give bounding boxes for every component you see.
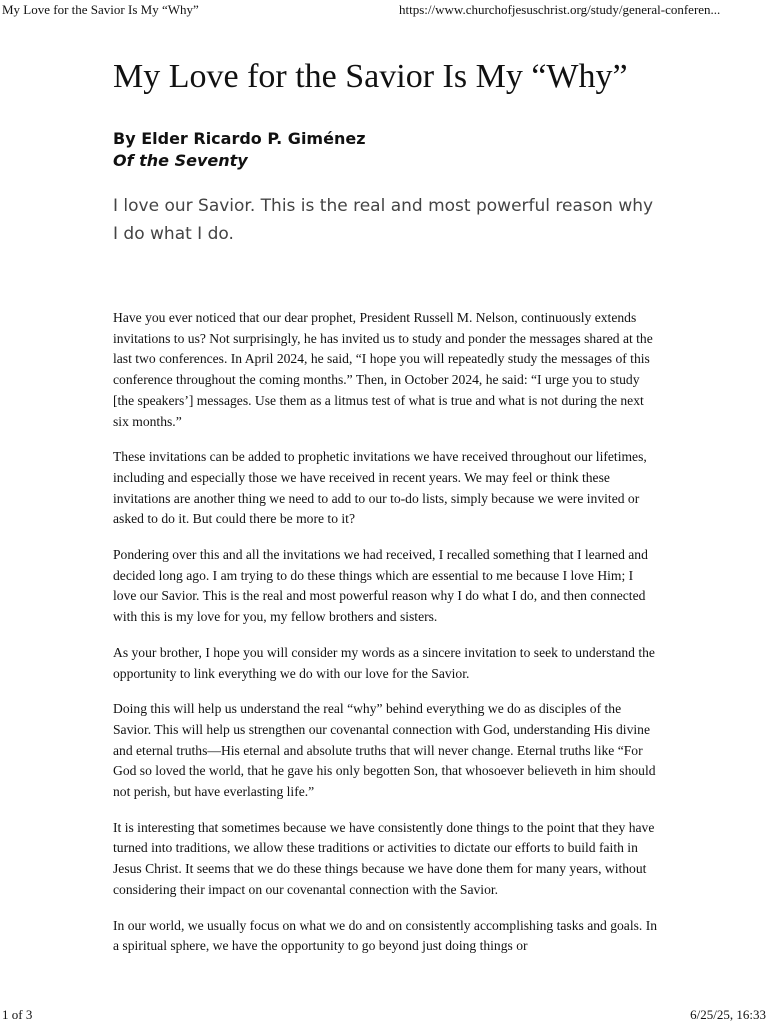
print-footer [0,1006,768,1024]
print-header [0,0,768,20]
page-number: 1 of 3 [2,1007,33,1022]
article [113,56,658,972]
body-paragraph-2: These invitations can be added to prophetic invitations we have received throughout our lifetimes, including and especially those we have received in recent years. We may feel or think these invitations are another thing we need to add to our to-do lists, simply because we were invited or asked to do it. But could there be more to it? [113,449,647,527]
body-paragraph-4: As your brother, I hope you will consider my words as a sincere invitation to seek to understand the opportunity to link everything we do with our love for the Savior. [113,644,655,681]
article-author: By Elder Ricardo P. Giménez [113,129,366,148]
body-paragraph-6: It is interesting that sometimes because we have consistently done things to the point that they have turned into traditions, we allow these traditions or activities to dictate our efforts to build faith in Jesus Christ. It seems that we do these things because we have done them for many years, without considering their impact on our covenantal connection with the Savior. [113,819,655,897]
body-paragraph-5: Doing this will help us understand the real “why” behind everything we do as disciples of the Savior. This will help us strengthen our covenantal connection with God, understanding His divine and eternal truths—His eternal and absolute truths that will never change. Eternal truths like “For God so loved the world, that he gave his only begotten Son, that whosoever believeth in him should not perish, but have everlasting life.” [113,701,656,800]
body-paragraph-1: Have you ever noticed that our dear prophet, President Russell M. Nelson, continuously extends invitations to us? Not surprisingly, he has invited us to study and ponder the messages shared at the last two conferences. In April 2024, he said, “I hope you will repeatedly study the messages of this conference throughout the coming months.” Then, in October 2024, he said: “I urge you to study [the speakers’] messages. Use them as a litmus test of what is true and what is not during the next six months.” [113,310,653,429]
article-author-role: Of the Seventy [113,151,248,170]
article-body [113,308,658,957]
print-header-title: My Love for the Savior Is My “Why” [2,2,199,17]
article-kicker: I love our Savior. This is the real and most powerful reason why I do what I do. [113,196,654,244]
print-header-url[interactable]: https://www.churchofjesuschrist.org/study/general-conferen... [399,2,721,17]
body-paragraph-7: In our world, we usually focus on what we do and on consistently accomplishing tasks and goals. In a spiritual sphere, we have the opportunity to go beyond just doing things or [113,917,658,954]
body-paragraph-3: Pondering over this and all the invitations we had received, I recalled something that I learned and decided long ago. I am trying to do these things which are essential to me because I love Him; I love our Savior. This is the real and most powerful reason why I do what I do, and then connected with this is my love for you, my fellow brothers and sisters. [113,547,648,625]
article-title: My Love for the Savior Is My “Why” [113,58,628,95]
print-datetime: 6/25/25, 16:33 [690,1007,766,1022]
